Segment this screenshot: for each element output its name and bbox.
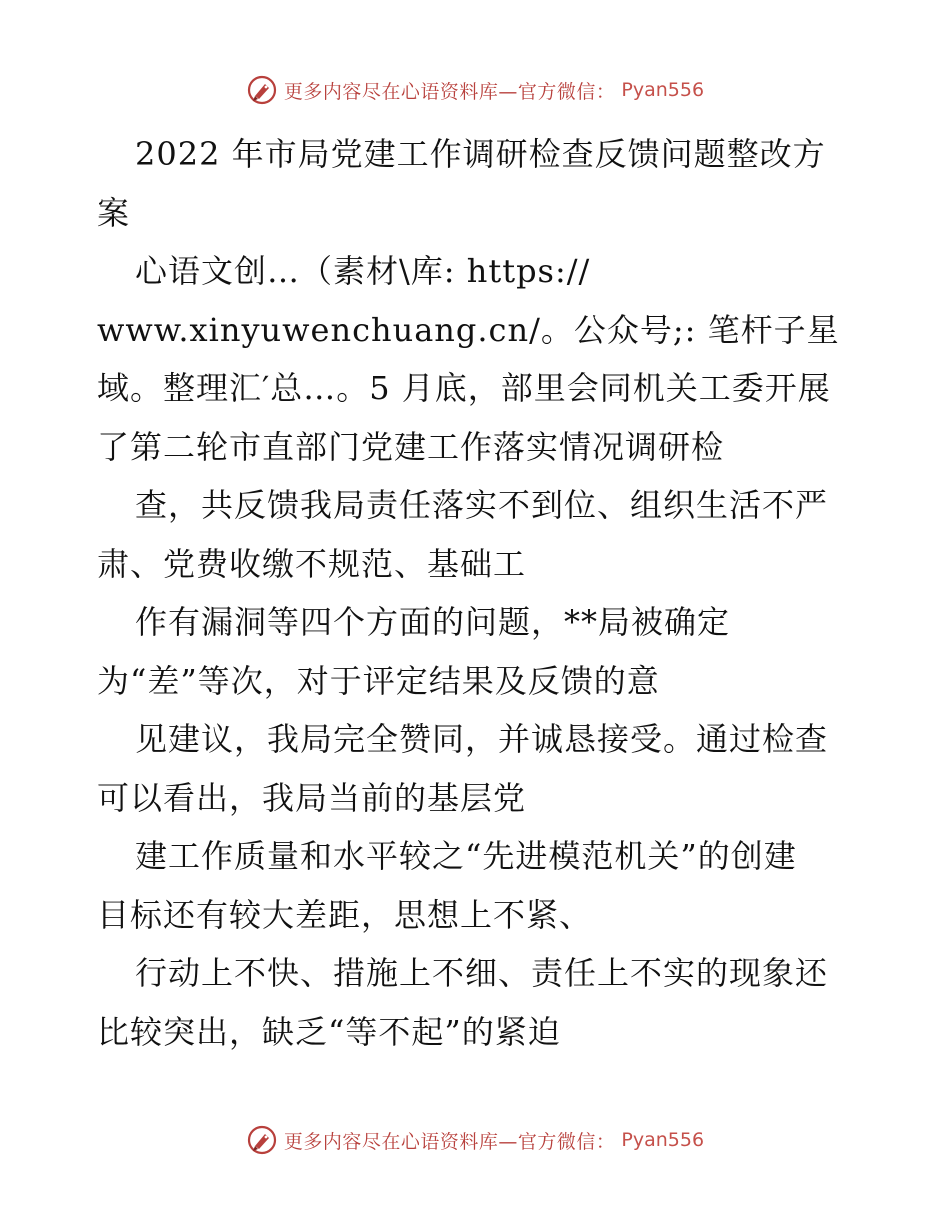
doc-line: 肃、党费收缴不规范、基础工 (97, 544, 527, 583)
doc-line: 比较突出，缺乏“等不起”的紧迫 (97, 1012, 561, 1051)
footer-banner (0, 1120, 950, 1160)
doc-line: 域。整理汇′总…。5 月底，部里会同机关工委开展 (97, 369, 831, 407)
doc-line: 查，共反馈我局责任落实不到位、组织生活不严 (135, 486, 829, 524)
doc-line: 可以看出，我局当前的基层党 (97, 778, 527, 817)
banner-text: 更多内容尽在心语资料库—官方微信： (283, 80, 616, 103)
doc-line: 见建议，我局完全赞同，并诚恳接受。通过检查 (135, 720, 829, 758)
header-banner (0, 70, 950, 110)
doc-line: 为“差”等次，对于评定结果及反馈的意 (97, 661, 660, 700)
doc-line: 作有漏洞等四个方面的问题，**局被确定 (135, 603, 731, 641)
doc-line: 心语文创…（素材\库: https:// (135, 252, 591, 290)
doc-line: 行动上不快、措施上不细、责任上不实的现象还 (135, 954, 829, 992)
banner-text: 更多内容尽在心语资料库—官方微信： (283, 1130, 616, 1153)
doc-title-line-2: 案 (97, 193, 131, 232)
doc-line: 了第二轮市直部门党建工作落实情况调研检 (97, 427, 725, 466)
doc-title-line-1: 2022 年市局党建工作调研检查反馈问题整改方 (135, 135, 826, 173)
banner-wechat-id: Pyan556 (621, 79, 705, 101)
doc-line: www.xinyuwenchuang.cn/。公众号;: 笔杆子星 (97, 310, 840, 349)
doc-line: 建工作质量和水平较之“先进模范机关”的创建 (135, 837, 797, 875)
doc-line: 目标还有较大差距，思想上不紧、 (97, 895, 593, 934)
pen-nib-logo-icon (246, 74, 278, 106)
document-body (97, 125, 867, 1061)
banner-wechat-id: Pyan556 (621, 1129, 705, 1151)
pen-nib-logo-icon (246, 1124, 278, 1156)
